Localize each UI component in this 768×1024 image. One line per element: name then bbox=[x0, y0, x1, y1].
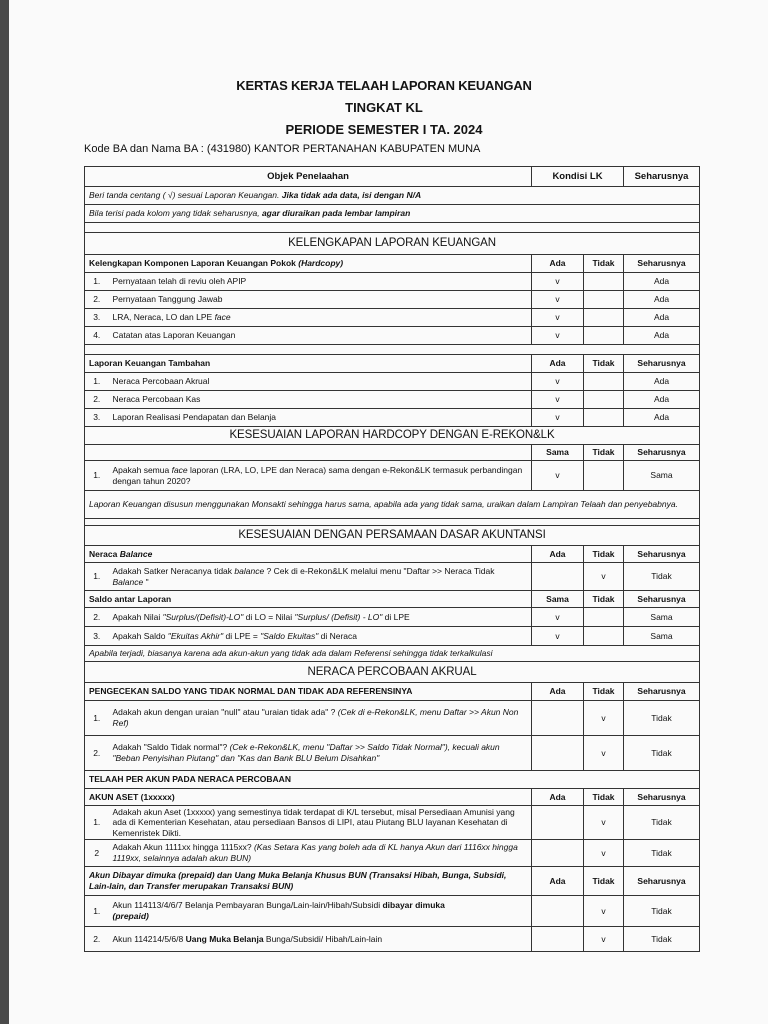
subsection-row bbox=[85, 771, 700, 789]
expected-value: Tidak bbox=[624, 806, 700, 840]
item-number: 1. bbox=[85, 896, 109, 927]
section-persamaan-title: KESESUAIAN DENGAN PERSAMAAN DASAR AKUNTANSI bbox=[85, 526, 700, 546]
item-text: Neraca Percobaan Akrual bbox=[109, 373, 532, 391]
expected-value: Tidak bbox=[624, 563, 700, 591]
subsection-row bbox=[85, 445, 700, 461]
check-mark: v bbox=[584, 896, 624, 927]
empty-cell bbox=[532, 701, 584, 736]
header-seharusnya: Seharusnya bbox=[624, 683, 700, 701]
empty-cell bbox=[584, 373, 624, 391]
scan-edge bbox=[0, 0, 9, 1024]
header-tidak: Tidak bbox=[584, 445, 624, 461]
table-row bbox=[85, 806, 700, 840]
subsection-tambahan: Laporan Keuangan Tambahan bbox=[85, 355, 532, 373]
check-mark: v bbox=[584, 927, 624, 952]
expected-value: Tidak bbox=[624, 840, 700, 867]
header-seharusnya: Seharusnya bbox=[624, 255, 700, 273]
expected-value: Tidak bbox=[624, 701, 700, 736]
item-text: LRA, Neraca, LO dan LPE face bbox=[109, 309, 532, 327]
note-kolom: Bila terisi pada kolom yang tidak seharusnya, agar diuraikan pada lembar lampiran bbox=[85, 205, 700, 223]
subsection-pengecekan: PENGECEKAN SALDO YANG TIDAK NORMAL DAN TIDAK ADA REFERENSINYA bbox=[85, 683, 532, 701]
subsection-telaah: TELAAH PER AKUN PADA NERACA PERCOBAAN bbox=[85, 771, 700, 789]
check-mark: v bbox=[584, 563, 624, 591]
document-period: PERIODE SEMESTER I TA. 2024 bbox=[285, 122, 483, 137]
expected-value: Ada bbox=[624, 273, 700, 291]
section-header bbox=[85, 233, 700, 255]
subsection-pokok: Kelengkapan Komponen Laporan Keuangan Pokok (Hardcopy) bbox=[85, 255, 532, 273]
subsection-row bbox=[85, 355, 700, 373]
subsection-row bbox=[85, 255, 700, 273]
table-row bbox=[85, 608, 700, 627]
subsection-row bbox=[85, 591, 700, 608]
col-kondisi: Kondisi LK bbox=[532, 167, 624, 187]
empty-cell bbox=[584, 327, 624, 345]
table-row bbox=[85, 461, 700, 491]
check-mark: v bbox=[532, 608, 584, 627]
item-number: 2. bbox=[85, 291, 109, 309]
check-mark: v bbox=[532, 391, 584, 409]
item-text: Pernyataan telah di reviu oleh APIP bbox=[109, 273, 532, 291]
table-row bbox=[85, 736, 700, 771]
note-row bbox=[85, 646, 700, 662]
table-row bbox=[85, 291, 700, 309]
item-text: Adakah akun dengan uraian "null" atau "uraian tidak ada" ? (Cek di e-Rekon&LK, menu Daftar >> Akun Non Ref) bbox=[109, 701, 532, 736]
item-text: Adakah Akun 1111xx hingga 1115xx? (Kas Setara Kas yang boleh ada di KL hanya Akun dari 1116xx hingga 1119xx, selainnya adalah akun BUN) bbox=[109, 840, 532, 867]
header-ada: Ada bbox=[532, 867, 584, 896]
item-number: 1. bbox=[85, 563, 109, 591]
section-header bbox=[85, 427, 700, 445]
header-seharusnya: Seharusnya bbox=[624, 546, 700, 563]
item-number: 2. bbox=[85, 736, 109, 771]
table-row bbox=[85, 896, 700, 927]
expected-value: Ada bbox=[624, 309, 700, 327]
spacer-row bbox=[85, 519, 700, 526]
subsection-saldo: Saldo antar Laporan bbox=[85, 591, 532, 608]
check-mark: v bbox=[532, 461, 584, 491]
empty-cell bbox=[532, 896, 584, 927]
note-row bbox=[85, 187, 700, 205]
header-ada: Ada bbox=[532, 355, 584, 373]
check-mark: v bbox=[584, 701, 624, 736]
header-tidak: Tidak bbox=[584, 355, 624, 373]
worksheet-table bbox=[84, 166, 700, 952]
note-row bbox=[85, 491, 700, 519]
item-number: 4. bbox=[85, 327, 109, 345]
check-mark: v bbox=[532, 327, 584, 345]
table-row bbox=[85, 309, 700, 327]
col-objek: Objek Penelaahan bbox=[85, 167, 532, 187]
empty-cell bbox=[532, 840, 584, 867]
header-sama: Sama bbox=[532, 591, 584, 608]
item-number: 2. bbox=[85, 927, 109, 952]
expected-value: Ada bbox=[624, 327, 700, 345]
header-tidak: Tidak bbox=[584, 683, 624, 701]
note-row bbox=[85, 205, 700, 223]
document-title: KERTAS KERJA TELAAH LAPORAN KEUANGAN bbox=[236, 78, 532, 93]
expected-value: Sama bbox=[624, 627, 700, 646]
item-number: 2 bbox=[85, 840, 109, 867]
empty-cell bbox=[584, 273, 624, 291]
section-neraca-percobaan-title: NERACA PERCOBAAN AKRUAL bbox=[85, 662, 700, 683]
item-text: Neraca Percobaan Kas bbox=[109, 391, 532, 409]
check-mark: v bbox=[532, 309, 584, 327]
header-tidak: Tidak bbox=[584, 867, 624, 896]
item-number: 3. bbox=[85, 409, 109, 427]
empty-cell bbox=[532, 927, 584, 952]
item-number: 2. bbox=[85, 608, 109, 627]
header-tidak: Tidak bbox=[584, 591, 624, 608]
table-row bbox=[85, 927, 700, 952]
item-number: 2. bbox=[85, 391, 109, 409]
empty-cell bbox=[532, 736, 584, 771]
note-monsakti: Laporan Keuangan disusun menggunakan Monsakti sehingga harus sama, apabila ada yang tidak sama, uraikan dalam Lampiran Telaah dan penyebabnya. bbox=[85, 491, 700, 519]
expected-value: Ada bbox=[624, 373, 700, 391]
check-mark: v bbox=[532, 627, 584, 646]
subsection-neraca-balance: Neraca Balance bbox=[85, 546, 532, 563]
section-kelengkapan-title: KELENGKAPAN LAPORAN KEUANGAN bbox=[85, 233, 700, 255]
item-text: Apakah Saldo "Ekuitas Akhir" di LPE = "Saldo Ekuitas" di Neraca bbox=[109, 627, 532, 646]
section-header bbox=[85, 662, 700, 683]
table-row bbox=[85, 563, 700, 591]
subsection-dibayar-dimuka: Akun Dibayar dimuka (prepaid) dan Uang Muka Belanja Khusus BUN (Transaksi Hibah, Bunga, Subsidi, Lain-lain, dan Transfer merupakan Transaksi BUN) bbox=[85, 867, 532, 896]
header-ada: Ada bbox=[532, 255, 584, 273]
expected-value: Sama bbox=[624, 608, 700, 627]
empty-cell bbox=[584, 391, 624, 409]
empty-cell bbox=[532, 563, 584, 591]
check-mark: v bbox=[532, 373, 584, 391]
item-number: 3. bbox=[85, 627, 109, 646]
check-mark: v bbox=[532, 273, 584, 291]
empty-cell bbox=[584, 627, 624, 646]
header-seharusnya: Seharusnya bbox=[624, 445, 700, 461]
column-header-row bbox=[85, 167, 700, 187]
document-subtitle: TINGKAT KL bbox=[345, 100, 423, 115]
check-mark: v bbox=[532, 291, 584, 309]
spacer-row bbox=[85, 345, 700, 355]
expected-value: Ada bbox=[624, 409, 700, 427]
item-text: Adakah "Saldo Tidak normal"? (Cek e-Rekon&LK, menu "Daftar >> Saldo Tidak Normal"), kecuali akun "Beban Penyisihan Piutang" dan "Kas dan Bank BLU Belum Disahkan" bbox=[109, 736, 532, 771]
empty-cell bbox=[85, 445, 532, 461]
table-row bbox=[85, 273, 700, 291]
item-text: Adakah Satker Neracanya tidak balance ? Cek di e-Rekon&LK melalui menu "Daftar >> Neraca Tidak Balance " bbox=[109, 563, 532, 591]
section-kesesuaian-hardcopy-title: KESESUAIAN LAPORAN HARDCOPY DENGAN E-REKON&LK bbox=[85, 427, 700, 445]
item-number: 1. bbox=[85, 701, 109, 736]
header-seharusnya: Seharusnya bbox=[624, 789, 700, 806]
spacer-row bbox=[85, 223, 700, 233]
item-text: Apakah Nilai "Surplus/(Defisit)-LO" di LO = Nilai "Surplus/ (Defisit) - LO" di LPE bbox=[109, 608, 532, 627]
item-text: Apakah semua face laporan (LRA, LO, LPE dan Neraca) sama dengan e-Rekon&LK termasuk perbandingan dengan tahun 2020? bbox=[109, 461, 532, 491]
kode-ba: Kode BA dan Nama BA : (431980) KANTOR PERTANAHAN KABUPATEN MUNA bbox=[84, 143, 481, 155]
header-ada: Ada bbox=[532, 789, 584, 806]
expected-value: Sama bbox=[624, 461, 700, 491]
subsection-row bbox=[85, 867, 700, 896]
subsection-akun-aset: AKUN ASET (1xxxxx) bbox=[85, 789, 532, 806]
item-number: 1. bbox=[85, 461, 109, 491]
item-text: Pernyataan Tanggung Jawab bbox=[109, 291, 532, 309]
expected-value: Tidak bbox=[624, 896, 700, 927]
item-text: Akun 114113/4/6/7 Belanja Pembayaran Bunga/Lain-lain/Hibah/Subsidi dibayar dimuka (prepaid) bbox=[109, 896, 532, 927]
expected-value: Ada bbox=[624, 291, 700, 309]
item-text: Laporan Realisasi Pendapatan dan Belanja bbox=[109, 409, 532, 427]
item-number: 3. bbox=[85, 309, 109, 327]
empty-cell bbox=[584, 309, 624, 327]
empty-cell bbox=[584, 608, 624, 627]
item-number: 1. bbox=[85, 806, 109, 840]
col-seharusnya: Seharusnya bbox=[624, 167, 700, 187]
check-mark: v bbox=[584, 806, 624, 840]
item-text: Catatan atas Laporan Keuangan bbox=[109, 327, 532, 345]
table-row bbox=[85, 327, 700, 345]
header-tidak: Tidak bbox=[584, 255, 624, 273]
note-referensi: Apabila terjadi, biasanya karena ada akun-akun yang tidak ada dalam Referensi sehingga tidak terkalkulasi bbox=[85, 646, 700, 662]
empty-cell bbox=[584, 461, 624, 491]
header-seharusnya: Seharusnya bbox=[624, 867, 700, 896]
header-seharusnya: Seharusnya bbox=[624, 355, 700, 373]
table-row bbox=[85, 627, 700, 646]
header-tidak: Tidak bbox=[584, 546, 624, 563]
item-text: Adakah akun Aset (1xxxxx) yang semestinya tidak terdapat di K/L tersebut, misal Persediaan Amunisi yang ada di Kementerian Kesehatan, atau persediaan Bansos di LIPI, atau Piutang BLU layanan Kesehatan di Kemenristek Dikti. bbox=[109, 806, 532, 840]
header-ada: Ada bbox=[532, 683, 584, 701]
check-mark: v bbox=[584, 736, 624, 771]
item-number: 1. bbox=[85, 273, 109, 291]
check-mark: v bbox=[584, 840, 624, 867]
table-row bbox=[85, 701, 700, 736]
header-sama: Sama bbox=[532, 445, 584, 461]
item-number: 1. bbox=[85, 373, 109, 391]
header-tidak: Tidak bbox=[584, 789, 624, 806]
note-centang: Beri tanda centang ( √) sesuai Laporan Keuangan. Jika tidak ada data, isi dengan N/A bbox=[85, 187, 700, 205]
section-header bbox=[85, 526, 700, 546]
expected-value: Tidak bbox=[624, 927, 700, 952]
subsection-row bbox=[85, 789, 700, 806]
check-mark: v bbox=[532, 409, 584, 427]
empty-cell bbox=[584, 409, 624, 427]
subsection-row bbox=[85, 546, 700, 563]
table-row bbox=[85, 409, 700, 427]
item-text: Akun 114214/5/6/8 Uang Muka Belanja Bunga/Subsidi/ Hibah/Lain-lain bbox=[109, 927, 532, 952]
expected-value: Tidak bbox=[624, 736, 700, 771]
table-row bbox=[85, 373, 700, 391]
empty-cell bbox=[532, 806, 584, 840]
subsection-row bbox=[85, 683, 700, 701]
empty-cell bbox=[584, 291, 624, 309]
table-row bbox=[85, 840, 700, 867]
table-row bbox=[85, 391, 700, 409]
expected-value: Ada bbox=[624, 391, 700, 409]
header-ada: Ada bbox=[532, 546, 584, 563]
header-seharusnya: Seharusnya bbox=[624, 591, 700, 608]
